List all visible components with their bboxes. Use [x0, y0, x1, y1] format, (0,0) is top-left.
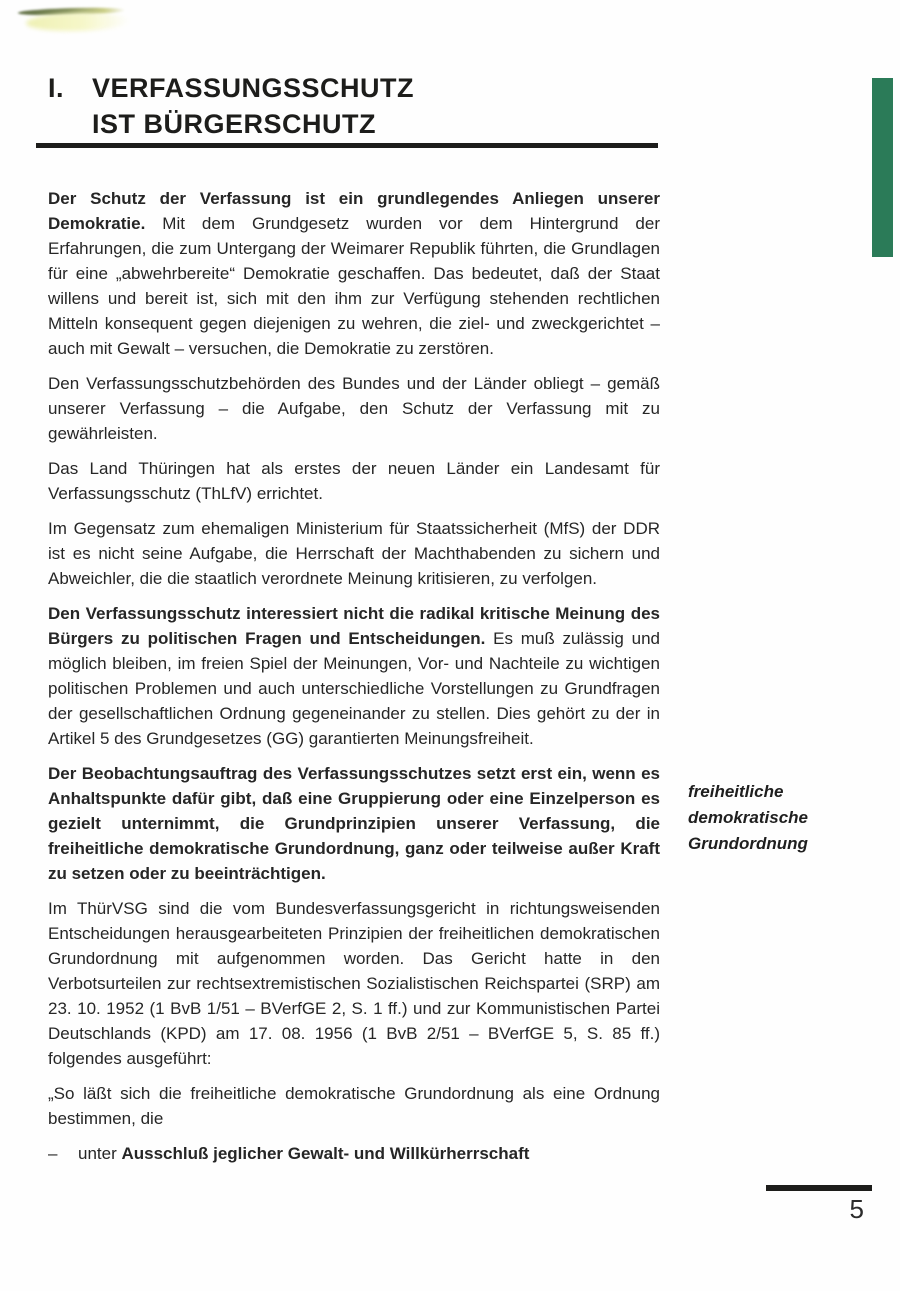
chapter-title [92, 70, 414, 142]
green-accent-bar [872, 78, 893, 257]
paragraph: Der Schutz der Verfassung ist ein grundlegendes Anliegen unserer Demokratie. Mit dem Grundgesetz wurden vor dem Hintergrund der Erfahrungen, die zum Untergang der Weimarer Republik führten, die Grundlagen für eine „abwehrbereite“ Demokratie geschaffen. Das bedeutet, daß der Staat willens und bereit ist, sich mit den ihm zur Verfügung stehenden rechtlichen Mitteln konsequent gegen diejenigen zu wehren, die ziel- und zweckgerichtet – auch mit Gewalt – versuchen, die Demokratie zu zerstören. [48, 189, 660, 358]
chapter-numeral: I. [48, 73, 65, 103]
paragraph: – unter Ausschluß jeglicher Gewalt- und Willkürherrschaft [48, 1141, 660, 1166]
paragraph: Den Verfassungsschutz interessiert nicht die radikal kritische Meinung des Bürgers zu politischen Fragen und Entscheidungen. Es muß zulässig und möglich bleiben, im freien Spiel der Meinungen, Vor- und Nachteile zu wichtigen politischen Problemen und auch unterschiedliche Vorstellungen zu Grundfragen der gesellschaftlichen Ordnung gegeneinander zu stellen. Dies gehört zu der in Artikel 5 des Grundgesetzes (GG) garantierten Meinungsfreiheit. [48, 604, 660, 748]
margin-note [688, 779, 883, 857]
heading-rule [36, 143, 658, 148]
body-text [48, 186, 660, 1176]
page-number: 5 [849, 1194, 864, 1224]
paragraph: Das Land Thüringen hat als erstes der neuen Länder ein Landesamt für Verfassungsschutz (ThLfV) errichtet. [48, 459, 660, 503]
list-dash: – [48, 1144, 58, 1163]
margin-note-line: demokratische [688, 808, 808, 827]
chapter-heading [48, 70, 414, 142]
scan-smudge-artifact [14, 2, 135, 35]
paragraph: Der Beobachtungsauftrag des Verfassungsschutzes setzt erst ein, wenn es Anhaltspunkte dafür gibt, daß eine Gruppierung oder eine Einzelperson es gezielt unternimmt, die Grundprinzipien unserer Verfassung, die freiheitliche demokratische Grundordnung, ganz oder teilweise außer Kraft zu setzen oder zu beeinträchtigen. [48, 764, 660, 883]
footer-rule [766, 1185, 872, 1191]
chapter-title-line1: VERFASSUNGSSCHUTZ [92, 73, 415, 103]
margin-note-line: Grundordnung [688, 834, 808, 853]
chapter-title-line2: IST BÜRGERSCHUTZ [92, 109, 376, 139]
paragraph: Im Gegensatz zum ehemaligen Ministerium für Staatssicherheit (MfS) der DDR ist es nicht seine Aufgabe, die Herrschaft der Machthabenden zu sichern und Abweichler, die die staatlich verordnete Meinung kritisieren, zu verfolgen. [48, 519, 660, 588]
paragraph: Im ThürVSG sind die vom Bundesverfassungsgericht in richtungsweisenden Entscheidungen herausgearbeiteten Prinzipien der freiheitlichen demokratischen Grundordnung mit aufgenommen worden. Das Gericht hatte in den Verbotsurteilen zur rechtsextremistischen Sozialistischen Reichspartei (SRP) am 23. 10. 1952 (1 BvB 1/51 – BVerfGE 2, S. 1 ff.) und zur Kommunistischen Partei Deutschlands (KPD) am 17. 08. 1956 (1 BvB 2/51 – BVerfGE 5, S. 85 ff.) folgendes ausgeführt: [48, 899, 660, 1068]
paragraph: „So läßt sich die freiheitliche demokratische Grundordnung als eine Ordnung bestimmen, die [48, 1084, 660, 1128]
margin-note-line: freiheitliche [688, 782, 784, 801]
paragraph: Den Verfassungsschutzbehörden des Bundes und der Länder obliegt – gemäß unserer Verfassung – die Aufgabe, den Schutz der Verfassung mit zu gewährleisten. [48, 374, 660, 443]
